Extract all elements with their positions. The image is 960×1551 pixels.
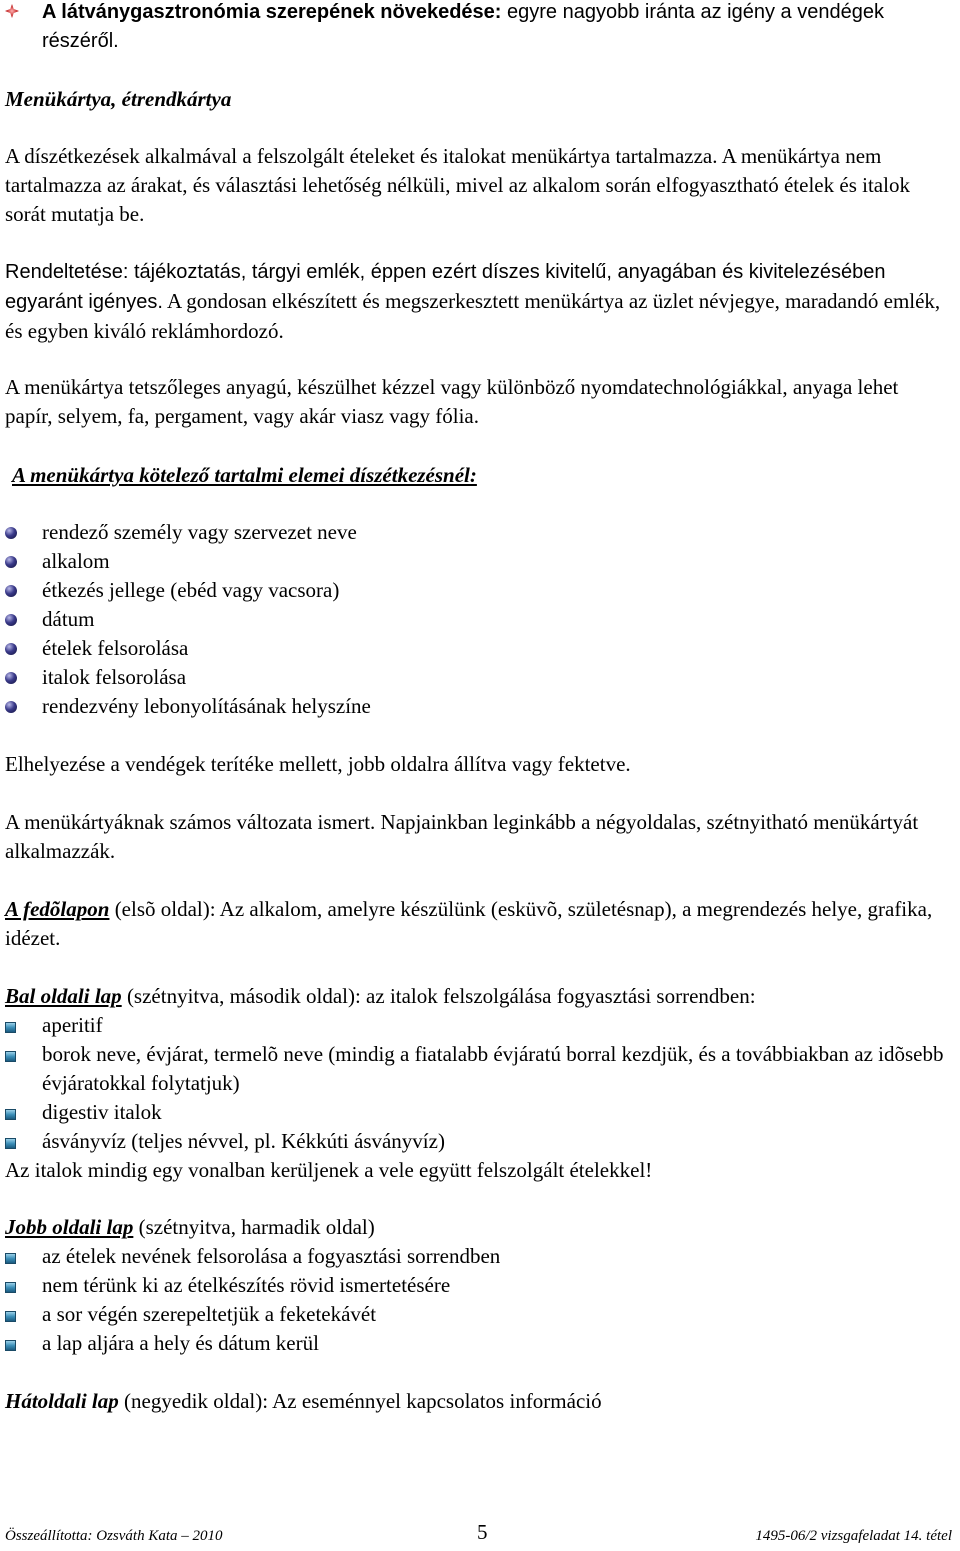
back-page-text: (negyedik oldal): Az eseménnyel kapcsolatos információ: [118, 1389, 602, 1413]
list-item-text: a sor végén szerepeltetjük a feketekávét: [42, 1302, 377, 1326]
cover-label: A fedõlapon: [5, 897, 110, 921]
list-item-text: aperitif: [42, 1013, 103, 1037]
square-bullet-icon: [5, 1138, 16, 1149]
square-bullet-icon: [5, 1282, 16, 1293]
left-page-text: (szétnyitva, második oldal): az italok felszolgálása fogyasztási sorrendben:: [121, 984, 756, 1008]
list-item: [5, 1011, 948, 1040]
cover-paragraph: [5, 895, 948, 953]
paragraph-3-text: A menükártya tetszőleges anyagú, készülhet kézzel vagy különböző nyomdatechnológiákkal, anyaga lehet papír, selyem, fa, pergament, vagy akár viasz vagy fólia.: [5, 375, 899, 428]
cover-text: (elsõ oldal): Az alkalom, amelyre készülünk (esküvõ, születésnap), a megrendezés helye, grafika, idézet.: [5, 897, 933, 950]
ball-bullet-icon: [5, 701, 17, 713]
list-item-text: az ételek nevének felsorolása a fogyasztási sorrendben: [42, 1244, 501, 1268]
list-item-text: ásványvíz (teljes névvel, pl. Kékkúti ásványvíz): [42, 1129, 445, 1153]
list-item-text: nem térünk ki az ételkészítés rövid ismertetésére: [42, 1273, 451, 1297]
square-bullet-icon: [5, 1311, 16, 1322]
paragraph-2-sans: Rendeltetése: tájékoztatás, tárgyi emlék, éppen ezért díszes kivitelű, anyagában és kivitelezésében egyaránt igényes.: [5, 261, 886, 313]
list-item: [5, 1242, 948, 1271]
ball-bullet-icon: [5, 614, 17, 626]
paragraph-3: [5, 373, 948, 431]
list-item-text: a lap aljára a hely és dátum kerül: [42, 1331, 319, 1355]
left-page-label: Bal oldali lap: [5, 984, 122, 1008]
list-item: [5, 1098, 948, 1127]
list-item: [5, 692, 948, 721]
list-item: [5, 576, 948, 605]
list-item-text: borok neve, évjárat, termelõ neve (mindig a fiatalabb évjáratú borral kezdjük, és a továbbiakban az idõsebb évjáratokkal folytatjuk): [42, 1042, 944, 1095]
mandatory-list: [5, 518, 948, 721]
square-bullet-icon: [5, 1051, 16, 1062]
right-page-label: Jobb oldali lap: [5, 1215, 134, 1239]
list-item-text: étkezés jellege (ebéd vagy vacsora): [42, 578, 340, 602]
page-number: 5: [477, 1520, 488, 1544]
list-item: [5, 634, 948, 663]
square-bullet-icon: [5, 1022, 16, 1033]
list-item-text: rendezvény lebonyolításának helyszíne: [42, 694, 371, 718]
list-item-text: rendező személy vagy szervezet neve: [42, 520, 357, 544]
placement-paragraph: [5, 750, 948, 779]
intro-paragraph: [5, 0, 948, 56]
left-page-section: [5, 982, 948, 1185]
list-item-text: italok felsorolása: [42, 665, 187, 689]
page-footer: [5, 1518, 952, 1542]
list-item: [5, 1040, 948, 1098]
ball-bullet-icon: [5, 585, 17, 597]
right-page-section: [5, 1213, 948, 1358]
section-title: [5, 85, 948, 114]
square-bullet-icon: [5, 1253, 16, 1264]
square-bullet-icon: [5, 1340, 16, 1351]
section-title-text: Menükártya, étrendkártya: [5, 87, 232, 111]
paragraph-2-serif: A gondosan elkészített és megszerkesztett menükártya az üzlet névjegye, maradandó emlék, és egyben kiváló reklámhordozó.: [5, 289, 941, 343]
list-item: [5, 1271, 948, 1300]
paragraph-2: [5, 257, 948, 346]
mandatory-title: [12, 461, 948, 490]
mandatory-title-text: A menükártya kötelező tartalmi elemei díszétkezésnél:: [12, 463, 477, 487]
list-item-text: dátum: [42, 607, 95, 631]
placement-text: Elhelyezése a vendégek terítéke mellett, jobb oldalra állítva vagy fektetve.: [5, 752, 631, 776]
list-item-text: ételek felsorolása: [42, 636, 189, 660]
list-item: [5, 663, 948, 692]
variants-paragraph: [5, 808, 948, 866]
paragraph-1: [5, 142, 948, 229]
list-item: [5, 1300, 948, 1329]
right-page-text: (szétnyitva, harmadik oldal): [133, 1215, 375, 1239]
list-item: [5, 547, 948, 576]
list-item: [5, 1127, 948, 1156]
intro-text: egyre nagyobb iránta az igény a vendégek részéről.: [42, 1, 884, 52]
ball-bullet-icon: [5, 643, 17, 655]
ball-bullet-icon: [5, 672, 17, 684]
ball-bullet-icon: [5, 527, 17, 539]
footer-author: Összeállította: Ozsváth Kata – 2010: [5, 1528, 223, 1544]
square-bullet-icon: [5, 1109, 16, 1120]
footer-exam-id: 1495-06/2 vizsgafeladat 14. tétel: [755, 1528, 952, 1544]
list-item-text: alkalom: [42, 549, 110, 573]
ball-bullet-icon: [5, 556, 17, 568]
back-page-paragraph: [5, 1387, 948, 1416]
paragraph-1-text: A díszétkezések alkalmával a felszolgált ételeket és italokat menükártya tartalmazza. A menükártya nem tartalmazza az árakat, és választási lehetőség nélküli, mivel az alkalom során elfogyasztható ételek és italok sorát mutatja be.: [5, 144, 910, 226]
variants-text: A menükártyáknak számos változata ismert. Napjainkban leginkább a négyoldalas, szétnyitható menükártyát alkalmazzák.: [5, 810, 919, 863]
list-item: [5, 1329, 948, 1358]
left-page-note: Az italok mindig egy vonalban kerüljenek a vele együtt felszolgált ételekkel!: [5, 1158, 653, 1182]
flower-bullet-icon: [5, 4, 19, 18]
list-item: [5, 518, 948, 547]
back-page-label: Hátoldali lap: [5, 1389, 119, 1413]
intro-bold: A látványgasztronómia szerepének növekedése:: [42, 1, 502, 23]
list-item: [5, 605, 948, 634]
intro-item: [5, 0, 948, 56]
list-item-text: digestiv italok: [42, 1100, 162, 1124]
